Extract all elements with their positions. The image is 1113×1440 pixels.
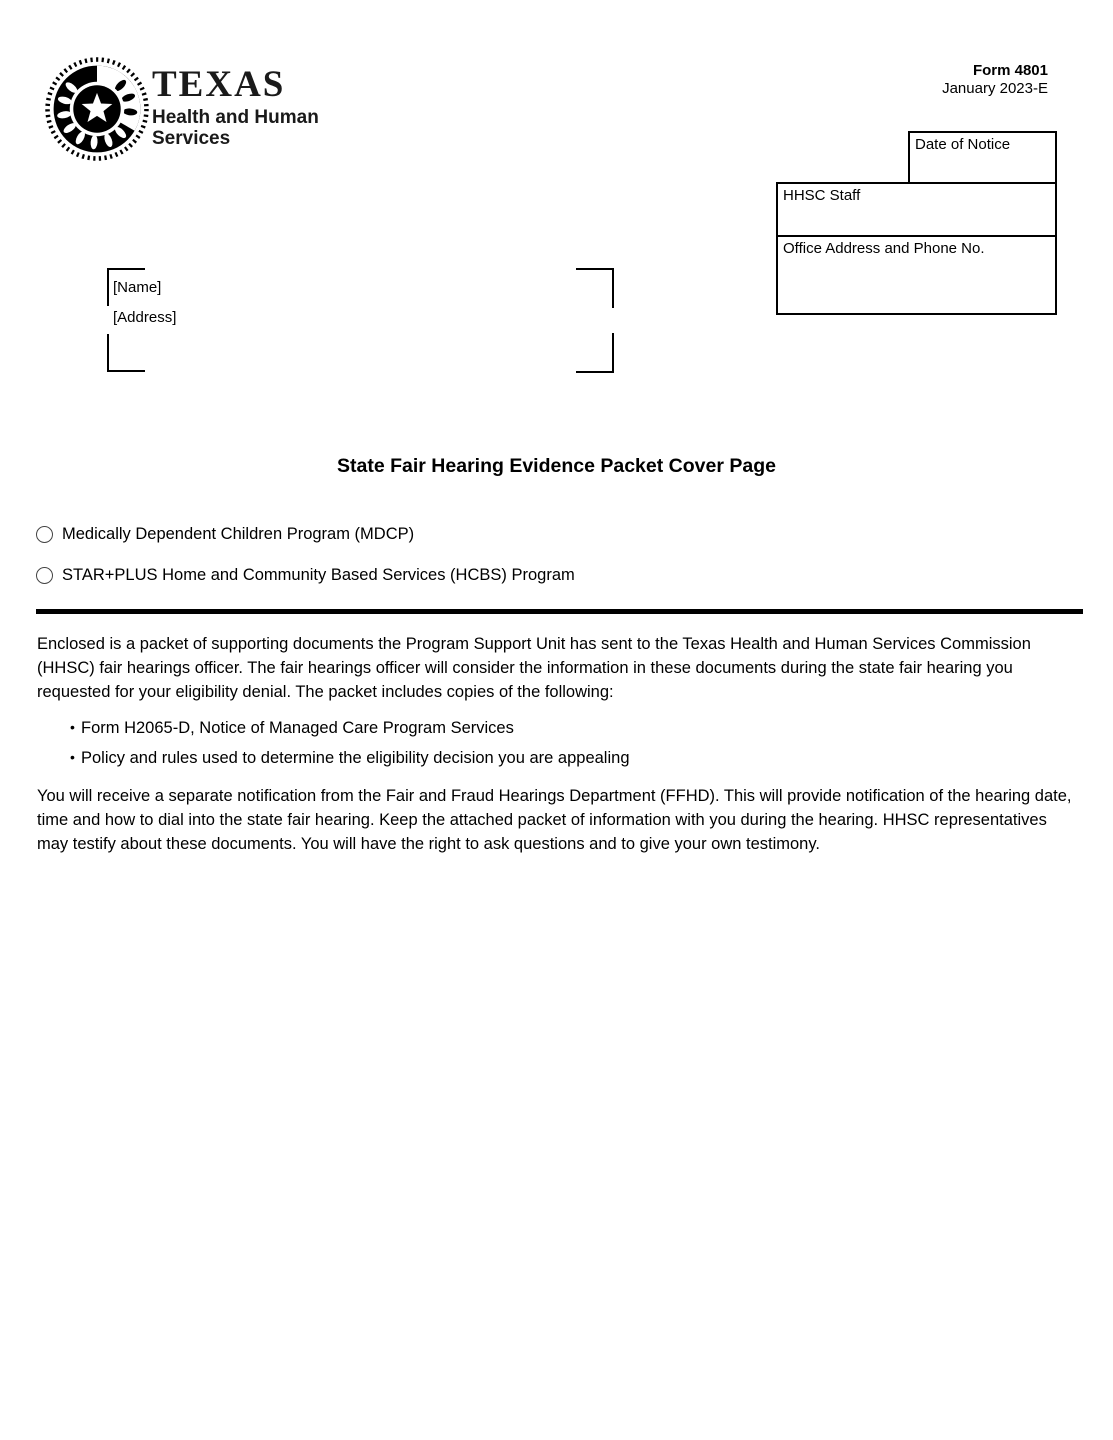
page-title: State Fair Hearing Evidence Packet Cover Page xyxy=(337,455,776,477)
logo-text xyxy=(152,64,319,149)
section-divider xyxy=(36,609,1083,614)
logo-agency-line2: Services xyxy=(152,128,231,149)
bullet-icon: • xyxy=(70,749,75,765)
hhsc-staff-field[interactable] xyxy=(776,182,1057,237)
date-of-notice-label: Date of Notice xyxy=(915,136,1011,153)
program-option-starplus[interactable] xyxy=(36,566,575,585)
notification-paragraph: You will receive a separate notification from the Fair and Fraud Hearings Department (FFHD). This will provide notification of the hearing date, time and how to dial into the state fair hearing. Keep the attached packet of information with you during the hearing. HHSC representatives may testify about these documents. You will have the right to ask questions and to give your own testimony. xyxy=(37,787,1072,853)
bullet-2-text: Policy and rules used to determine the eligibility decision you are appealing xyxy=(81,749,630,767)
bullet-1-text: Form H2065-D, Notice of Managed Care Program Services xyxy=(81,719,514,737)
texas-hhs-seal-icon xyxy=(44,56,150,162)
program-option-mdcp[interactable] xyxy=(36,525,414,544)
mdcp-radio-button[interactable] xyxy=(36,526,53,543)
address-window-corner-bl xyxy=(107,334,145,372)
intro-paragraph: Enclosed is a packet of supporting documents the Program Support Unit has sent to the Texas Health and Human Services Commission (HHSC) fair hearings officer. The fair hearings officer will consider the information in these documents during the state fair hearing you requested for your eligibility denial. The packet includes copies of the following: xyxy=(37,635,1031,701)
form-identifier xyxy=(942,62,1048,98)
address-window-corner-br xyxy=(576,333,614,373)
recipient-address-placeholder[interactable]: [Address] xyxy=(113,309,177,326)
office-address-field[interactable] xyxy=(776,235,1057,315)
address-window-corner-tr xyxy=(576,268,614,308)
logo-brand: TEXAS xyxy=(152,64,286,105)
form-number: Form 4801 xyxy=(972,62,1048,79)
mdcp-radio-label: Medically Dependent Children Program (MDCP) xyxy=(62,525,415,543)
form-edition: January 2023-E xyxy=(942,80,1048,97)
recipient-name-placeholder[interactable]: [Name] xyxy=(113,279,162,296)
starplus-radio-button[interactable] xyxy=(36,567,53,584)
logo-agency-line1: Health and Human xyxy=(152,107,319,128)
office-address-label: Office Address and Phone No. xyxy=(783,240,985,257)
hhsc-staff-label: HHSC Staff xyxy=(783,187,861,204)
list-item xyxy=(70,745,630,770)
list-item xyxy=(70,715,514,740)
starplus-radio-label: STAR+PLUS Home and Community Based Services (HCBS) Program xyxy=(62,566,575,584)
date-of-notice-field[interactable] xyxy=(908,131,1057,184)
bullet-icon: • xyxy=(70,719,75,735)
